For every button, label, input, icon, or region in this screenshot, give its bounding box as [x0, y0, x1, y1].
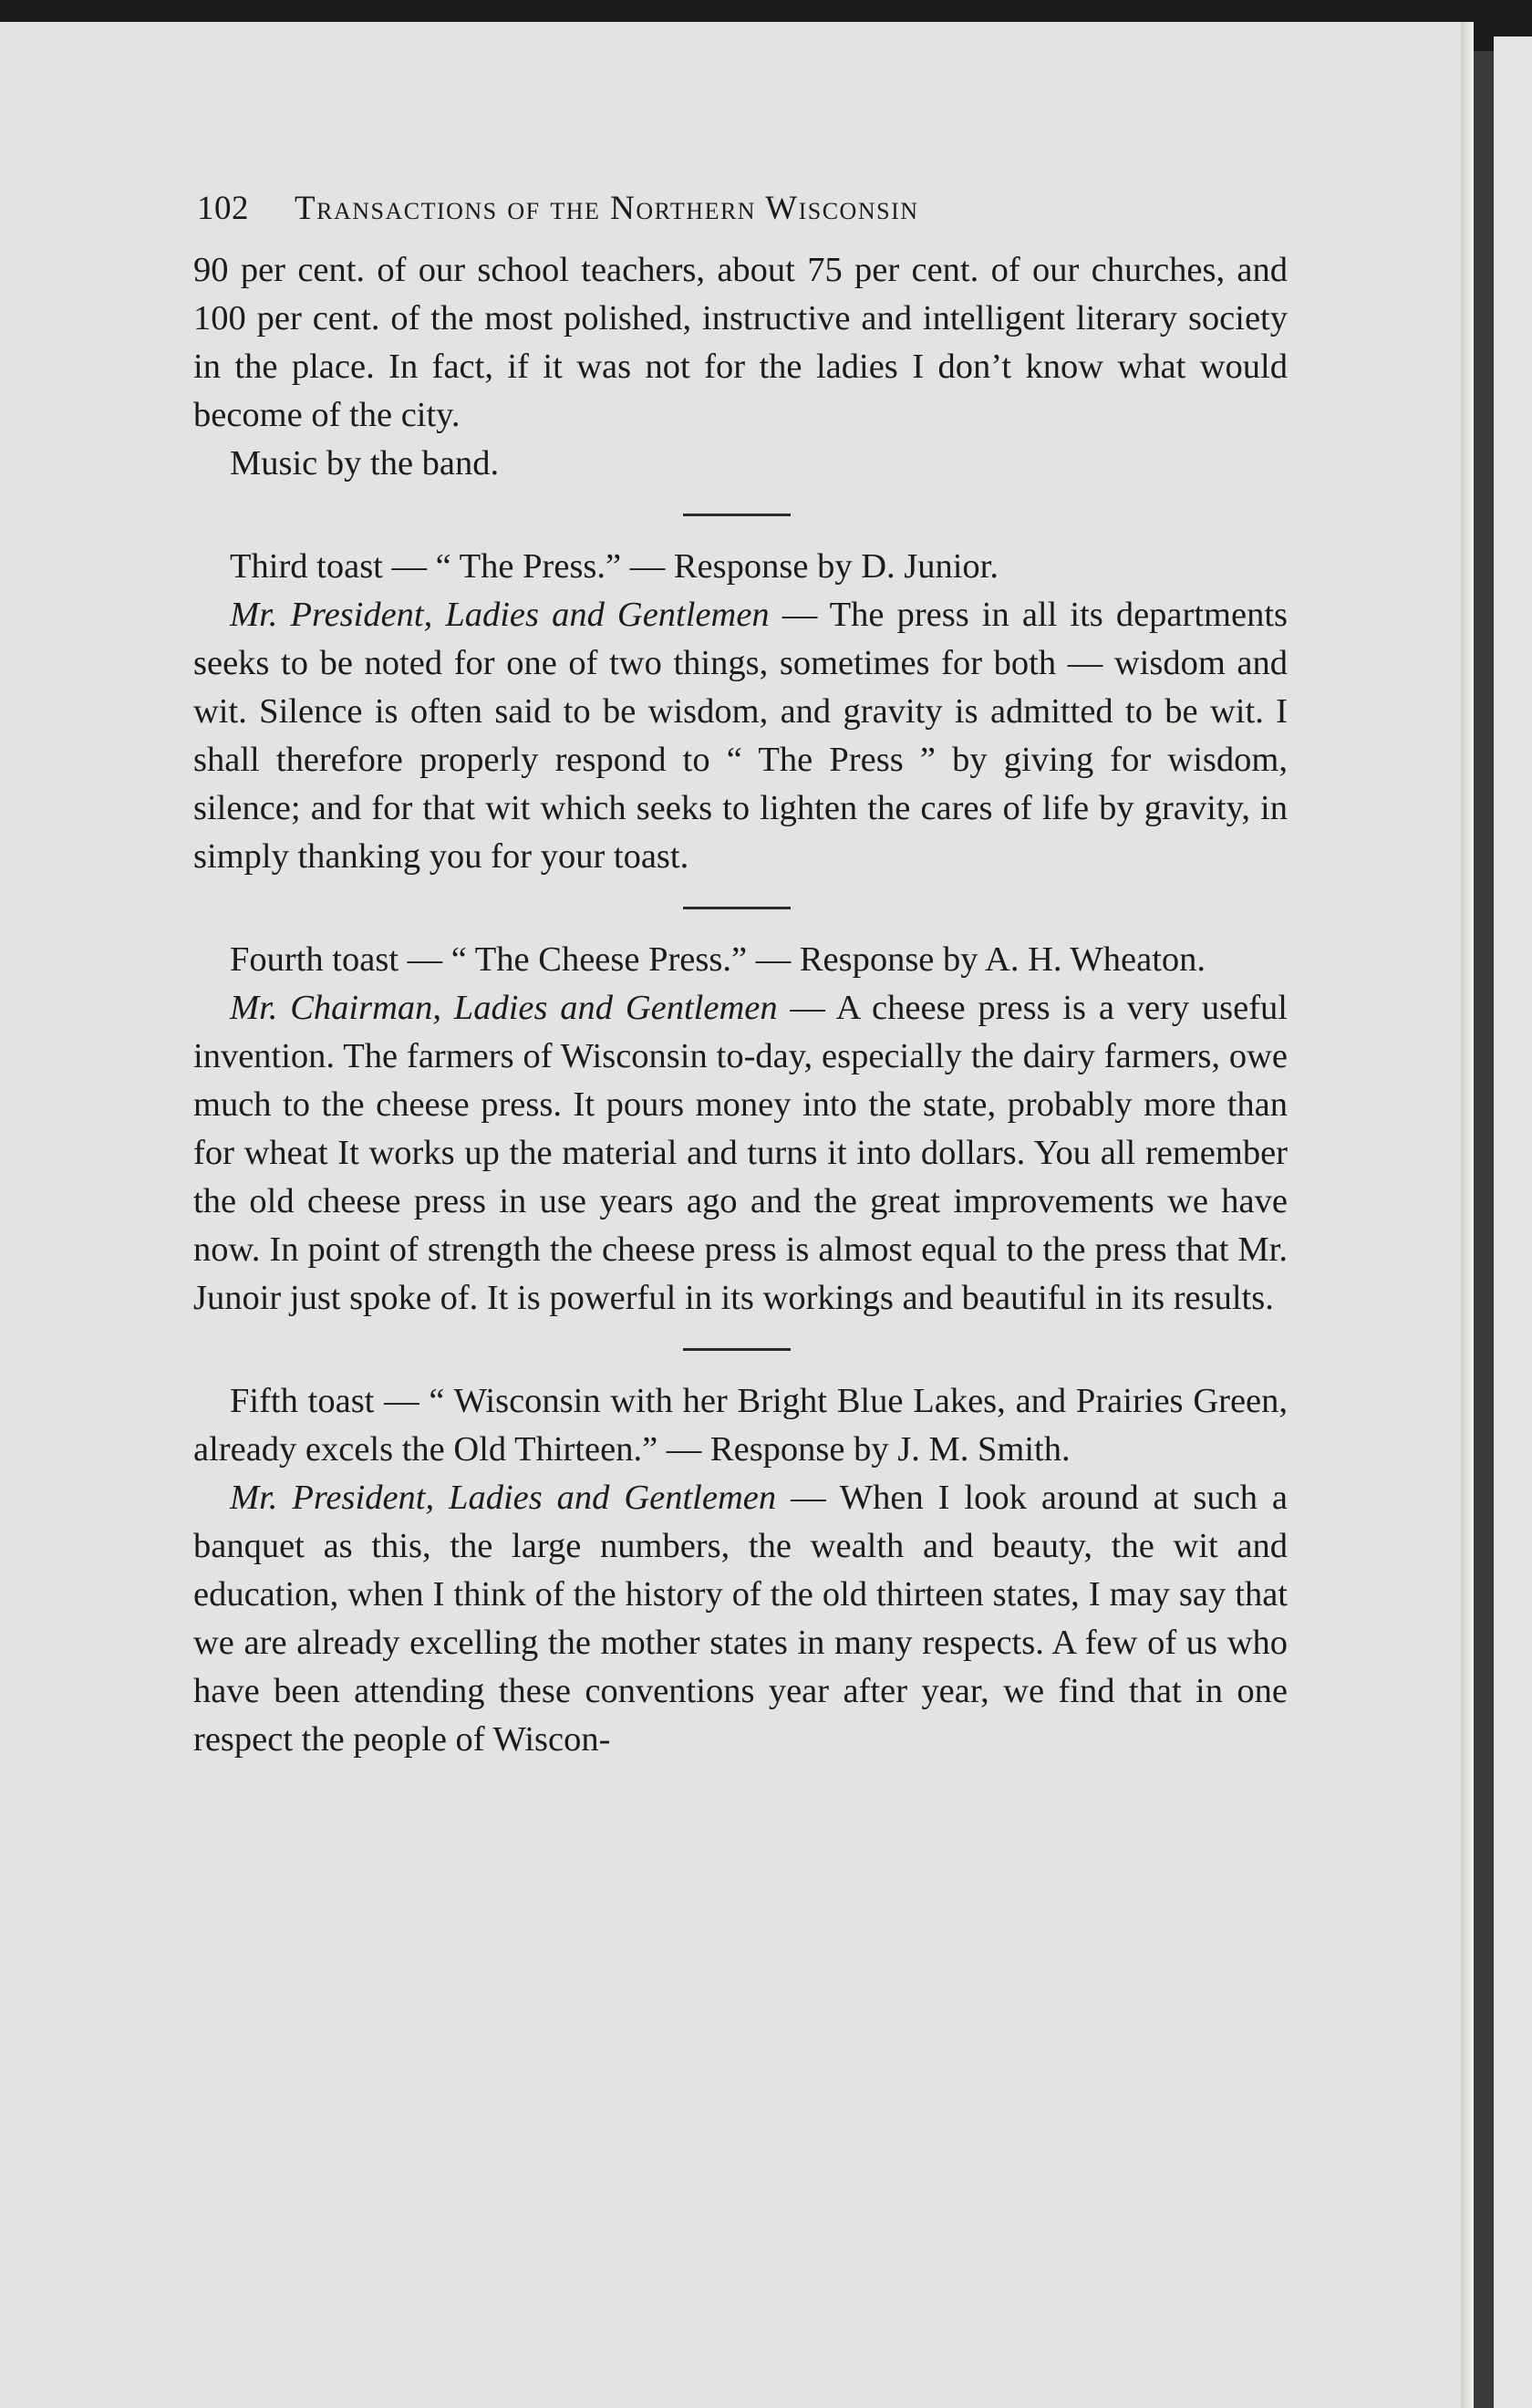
salutation: Mr. President, Ladies and Gentlemen — [230, 596, 770, 634]
page-edge — [1461, 22, 1474, 2408]
response-fifth-toast — [193, 1474, 1288, 1764]
page-number: 102 — [197, 190, 249, 227]
response-third-toast — [193, 591, 1288, 881]
paragraph-continuation: 90 per cent. of our school teachers, about 75 per cent. of our churches, and 100 per cent. of the most polished, instructive and intelligent literary society in the place. In fact, if it was not for the ladies I don’t know what would become of the city. — [193, 251, 1288, 434]
salutation: Mr. Chairman, Ladies and Gentlemen — [230, 989, 778, 1027]
paragraph-music: Music by the band. — [230, 444, 500, 483]
section-divider — [683, 907, 791, 909]
response-text: — A cheese press is a very useful invention. The farmers of Wisconsin to-day, especially the dairy farmers, owe much to the cheese press. It pours money into the state, probably more than for wheat It works up the material and turns it into dollars. You all remember the old cheese press in use years ago and the great improvements we have now. In point of strength the cheese press is almost equal to the press that Mr. Junoir just spoke of. It is powerful in its workings and beautiful in its results. — [193, 989, 1288, 1317]
salutation: Mr. President, Ladies and Gentlemen — [230, 1479, 777, 1517]
section-divider — [683, 1348, 791, 1351]
response-text: — When I look around at such a banquet as this, the large numbers, the wealth and beauty, the wit and education, when I think of the history of the old thirteen states, I may say that we are already excelling the mother states in many respects. A few of us who have been attending these conventions year after year, we find that in one respect the people of Wiscon- — [193, 1479, 1288, 1759]
book-binding-shadow — [1474, 51, 1494, 2408]
running-title: Transactions of the Northern Wisconsin — [295, 190, 919, 227]
toast-heading-fourth: Fourth toast — “ The Cheese Press.” — Response by A. H. Wheaton. — [230, 940, 1206, 979]
response-fourth-toast — [193, 984, 1288, 1323]
response-text: — The press in all its departments seeks to be noted for one of two things, sometimes for both — wisdom and wit. Silence is often said to be wisdom, and gravity is admitted to be wit. I shall therefore properly respond to “ The Press ” by giving for wisdom, silence; and for that wit which seeks to lighten the cares of life by gravity, in simply thanking you for your toast. — [193, 596, 1288, 876]
book-binding-edge — [1494, 36, 1532, 2408]
toast-heading-third: Third toast — “ The Press.” — Response by D. Junior. — [230, 547, 999, 586]
page-body — [193, 184, 1288, 1764]
section-divider — [683, 514, 791, 516]
toast-heading-fifth: Fifth toast — “ Wisconsin with her Bright Blue Lakes, and Prairies Green, already excels the Old Thirteen.” — Response by J. M. Smith. — [193, 1382, 1288, 1469]
running-head — [193, 184, 1288, 243]
